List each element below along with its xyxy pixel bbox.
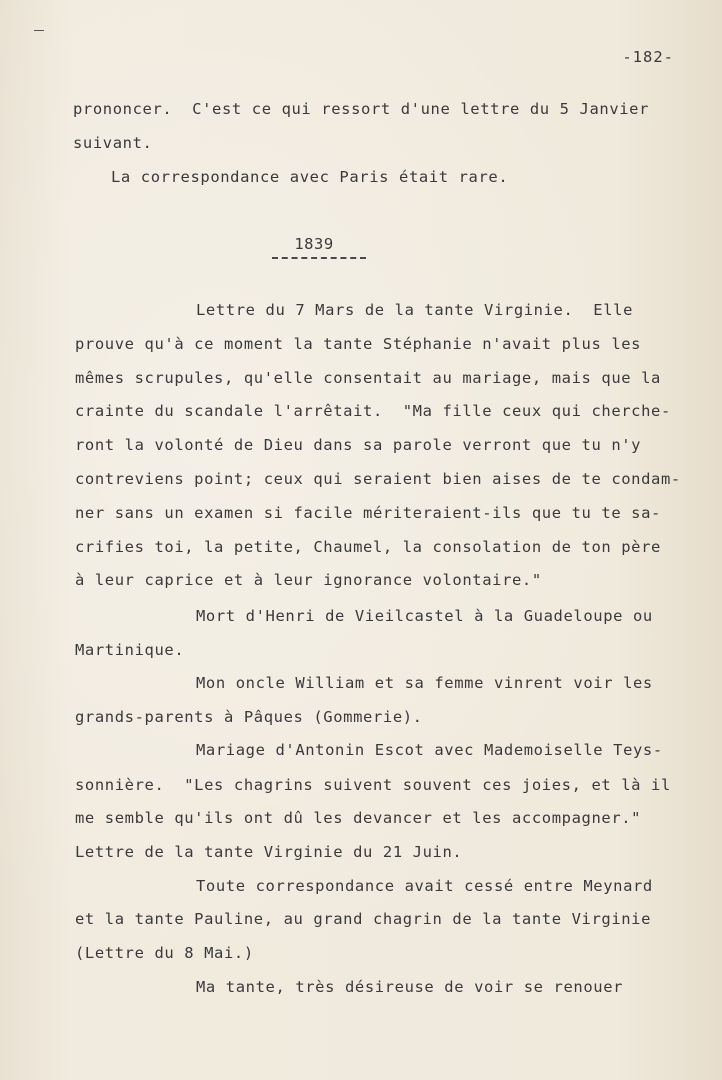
text-line: (Lettre du 8 Mai.) — [75, 944, 254, 962]
margin-mark — [34, 30, 44, 31]
text-line: Mort d'Henri de Vieilcastel à la Guadeloupe ou — [196, 607, 653, 625]
year-heading-underline — [272, 257, 366, 259]
text-line: Lettre de la tante Virginie du 21 Juin. — [75, 843, 463, 861]
text-line: prononcer. C'est ce qui ressort d'une lettre du 5 Janvier — [73, 100, 650, 118]
text-line: prouve qu'à ce moment la tante Stéphanie n'avait plus les — [75, 335, 642, 353]
text-line: Lettre du 7 Mars de la tante Virginie. Elle — [196, 301, 633, 319]
text-line: La correspondance avec Paris était rare. — [111, 168, 509, 186]
text-line: suivant. — [73, 134, 153, 152]
text-line: ner sans un examen si facile mériteraient-ils que tu te sa- — [75, 504, 661, 522]
page-number: -182- — [622, 48, 674, 66]
text-line: Ma tante, très désireuse de voir se renouer — [196, 978, 624, 996]
text-line: Mon oncle William et sa femme vinrent voir les — [196, 674, 653, 692]
text-line: me semble qu'ils ont dû les devancer et les accompagner." — [75, 809, 642, 827]
text-line: contreviens point; ceux qui seraient bien aises de te condam- — [75, 470, 681, 488]
text-line: ront la volonté de Dieu dans sa parole verront que tu n'y — [75, 436, 642, 454]
text-line: à leur caprice et à leur ignorance volontaire." — [75, 571, 542, 589]
text-line: grands-parents à Pâques (Gommerie). — [75, 708, 423, 726]
text-line: crainte du scandale l'arrêtait. "Ma fille ceux qui cherche- — [75, 402, 671, 420]
year-heading: 1839 — [294, 235, 334, 253]
text-line: crifies toi, la petite, Chaumel, la consolation de ton père — [75, 538, 661, 556]
text-line: Mariage d'Antonin Escot avec Mademoiselle Teys- — [196, 741, 663, 759]
text-line: mêmes scrupules, qu'elle consentait au mariage, mais que la — [75, 369, 661, 387]
text-line: et la tante Pauline, au grand chagrin de la tante Virginie — [75, 910, 652, 928]
text-line: Toute correspondance avait cessé entre Meynard — [196, 877, 653, 895]
text-line: Martinique. — [75, 641, 185, 659]
text-line: sonnière. "Les chagrins suivent souvent ces joies, et là il — [75, 776, 671, 794]
